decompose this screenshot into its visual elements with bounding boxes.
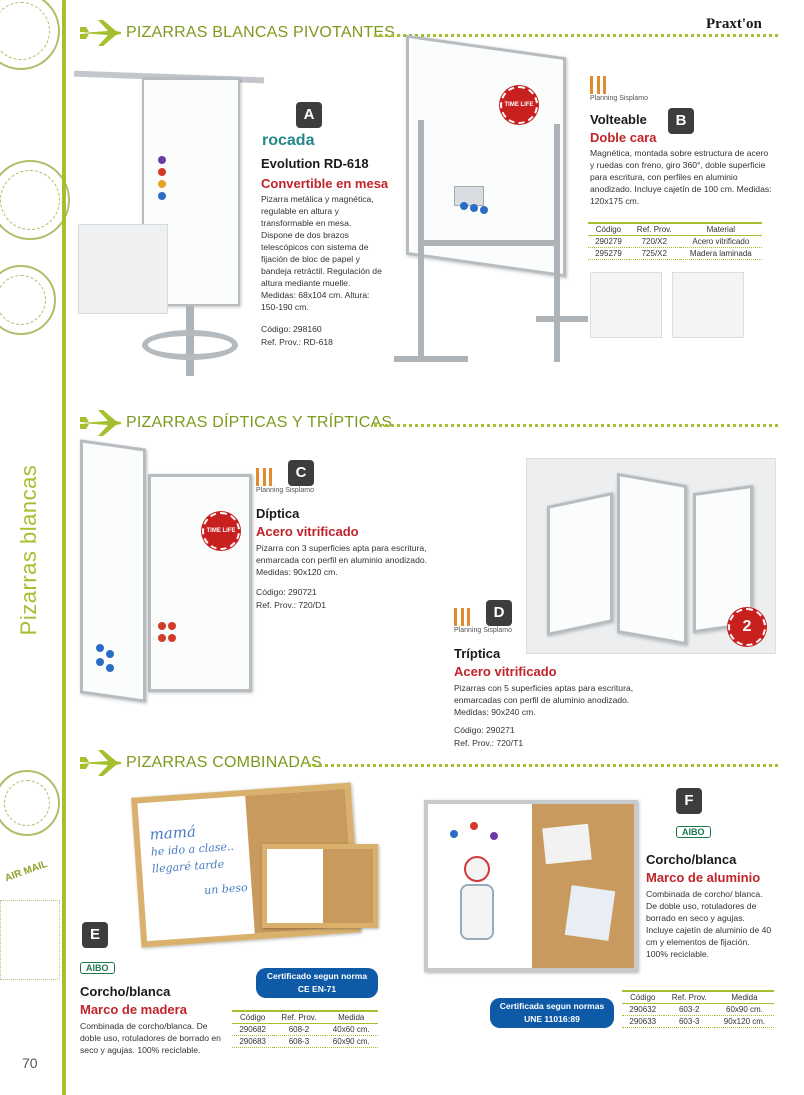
side-label: Pizarras blancas <box>16 464 41 636</box>
rocada-logo: rocada <box>262 132 315 149</box>
product-f-image <box>424 800 638 972</box>
product-e-name: Corcho/blanca <box>80 984 171 999</box>
dotted-rule <box>308 764 778 767</box>
table-row: 295279 725/X2 Madera laminada <box>588 248 762 260</box>
table-mode-inset <box>78 224 168 314</box>
warranty-seal: 2 <box>728 608 766 646</box>
product-letter-badge-b: B <box>668 108 694 134</box>
postmark-stamp-upper <box>0 265 56 335</box>
product-letter-badge-d: D <box>486 600 512 626</box>
time-life-seal: TIME LIFE <box>500 86 538 124</box>
product-c-subtitle: Acero vitrificado <box>256 524 359 539</box>
product-c-image <box>78 444 254 700</box>
airplane-icon <box>78 18 122 48</box>
product-b-image <box>390 44 590 374</box>
product-d-description: Pizarras con 5 superficies aptas para escritura, enmarcadas con perfil de aluminio anodizado. Medidas: 90x240 cm. <box>454 683 634 717</box>
product-b-spec-table: Código Ref. Prov. Material 290279 720/X2 Acero vitrificado 295279 725/X2 Madera laminada <box>588 222 762 260</box>
dotted-rule <box>374 34 778 37</box>
brand-logo: Praxt'on <box>706 16 762 32</box>
product-f-subtitle: Marco de aluminio <box>646 870 761 885</box>
planning-sisplamo-logo: Planning Sisplamo <box>256 468 336 498</box>
airplane-icon <box>78 748 122 778</box>
product-c-description: Pizarra con 3 superficies apta para escritura, enmarcada con perfil en aluminio anodizado. Medidas: 90x120 cm. <box>256 543 428 577</box>
product-a-description: Pizarra metálica y magnética, regulable en altura y transformable en mesa. Dispone de dos brazos telescópicos con sistema de fijación de bloc de papel y bandeja retráctil. Regulación de altura mediante muelle. Medidas: 68x104 cm. Altura: 150-190 cm. <box>261 194 382 312</box>
product-e-spec-table: Código Ref. Prov. Medida 290682 608-2 40x60 cm. 290683 608-3 60x90 cm. <box>232 1010 378 1048</box>
section-header-dipticas <box>78 408 778 438</box>
product-b-detail-photo-2 <box>672 272 744 338</box>
product-a-subtitle: Convertible en mesa <box>261 176 389 191</box>
product-a-code: Código: 298160 <box>261 324 322 334</box>
product-b-description: Magnética, montada sobre estructura de acero y ruedas con freno, giro 360°, doble superficie para escritura, con perfiles en aluminio anodizado. Incluye cajetín de 100 cm. Medidas: 120x175 cm. <box>590 148 772 206</box>
product-f-spec-table: Código Ref. Prov. Medida 290632 603-2 60x90 cm. 290633 603-3 90x120 cm. <box>622 990 774 1028</box>
airplane-icon <box>78 408 122 438</box>
product-d-name: Tríptica <box>454 646 501 661</box>
table-row: 290682 608-2 40x60 cm. <box>232 1024 378 1036</box>
product-letter-badge-f: F <box>676 788 702 814</box>
aibo-logo: AIBO <box>676 826 711 838</box>
product-a-image <box>78 68 264 374</box>
product-d-code: Código: 290271 <box>454 725 515 735</box>
postmark-stamp-lower <box>0 770 60 836</box>
product-a-name: Evolution RD-618 <box>261 156 369 171</box>
product-letter-badge-c: C <box>288 460 314 486</box>
board-handwriting: mamá he ido a clase.. llegaré tarde un beso <box>149 822 249 897</box>
product-e-subtitle: Marco de madera <box>80 1002 187 1017</box>
section-title: PIZARRAS BLANCAS PIVOTANTES <box>126 24 396 41</box>
product-e-image <box>136 790 380 970</box>
aibo-logo: AIBO <box>80 962 115 974</box>
page-number: 70 <box>22 1055 38 1071</box>
product-a-ref: Ref. Prov.: RD-618 <box>261 337 333 347</box>
product-f-name: Corcho/blanca <box>646 852 737 867</box>
product-f-description: Combinada de corcho/ blanca. De doble uso, rotuladores de borrado en seco y agujas. Incluye cajetín de aluminio de 40 cm y elementos de fijación. 100% reciclable. <box>646 889 772 959</box>
table-row: 290633 603-3 90x120 cm. <box>622 1016 774 1028</box>
product-letter-badge-a: A <box>296 102 322 128</box>
certification-badge-e: Certificado segun norma CE EN-71 <box>256 968 378 998</box>
planning-sisplamo-logo: Planning Sisplamo <box>590 76 670 106</box>
product-b-detail-photo-1 <box>590 272 662 338</box>
stamp-grid-decoration <box>0 900 60 980</box>
product-c-name: Díptica <box>256 506 300 521</box>
dotted-rule <box>374 424 778 427</box>
product-b-subtitle: Doble cara <box>590 130 657 145</box>
air-mail-stamp-text: AIR MAIL <box>3 858 49 885</box>
product-letter-badge-e: E <box>82 922 108 948</box>
product-b-name: Volteable <box>590 112 647 127</box>
product-c-code: Código: 290721 <box>256 587 317 597</box>
certification-badge-f: Certificada segun normas UNE 11016:89 <box>490 998 614 1028</box>
table-row: 290279 720/X2 Acero vitrificado <box>588 236 762 248</box>
section-title: PIZARRAS COMBINADAS <box>126 754 322 771</box>
time-life-seal: TIME LIFE <box>202 512 240 550</box>
product-d-ref: Ref. Prov.: 720/T1 <box>454 738 524 748</box>
sidebar-accent-line <box>62 0 66 1095</box>
section-header-combinadas <box>78 748 778 778</box>
product-e-description: Combinada de corcho/blanca. De doble uso, rotuladores de borrado en seco y agujas. 100% reciclable. <box>80 1021 221 1055</box>
product-d-subtitle: Acero vitrificado <box>454 664 557 679</box>
table-row: 290683 608-3 60x90 cm. <box>232 1036 378 1048</box>
product-c-ref: Ref. Prov.: 720/D1 <box>256 600 327 610</box>
postmark-stamp-middle <box>0 160 70 240</box>
planning-sisplamo-logo: Planning Sisplamo <box>454 608 534 638</box>
section-title: PIZARRAS DÍPTICAS Y TRÍPTICAS <box>126 414 393 431</box>
table-row: 290632 603-2 60x90 cm. <box>622 1004 774 1016</box>
postmark-stamp-top <box>0 0 60 70</box>
sidebar <box>0 0 66 1095</box>
